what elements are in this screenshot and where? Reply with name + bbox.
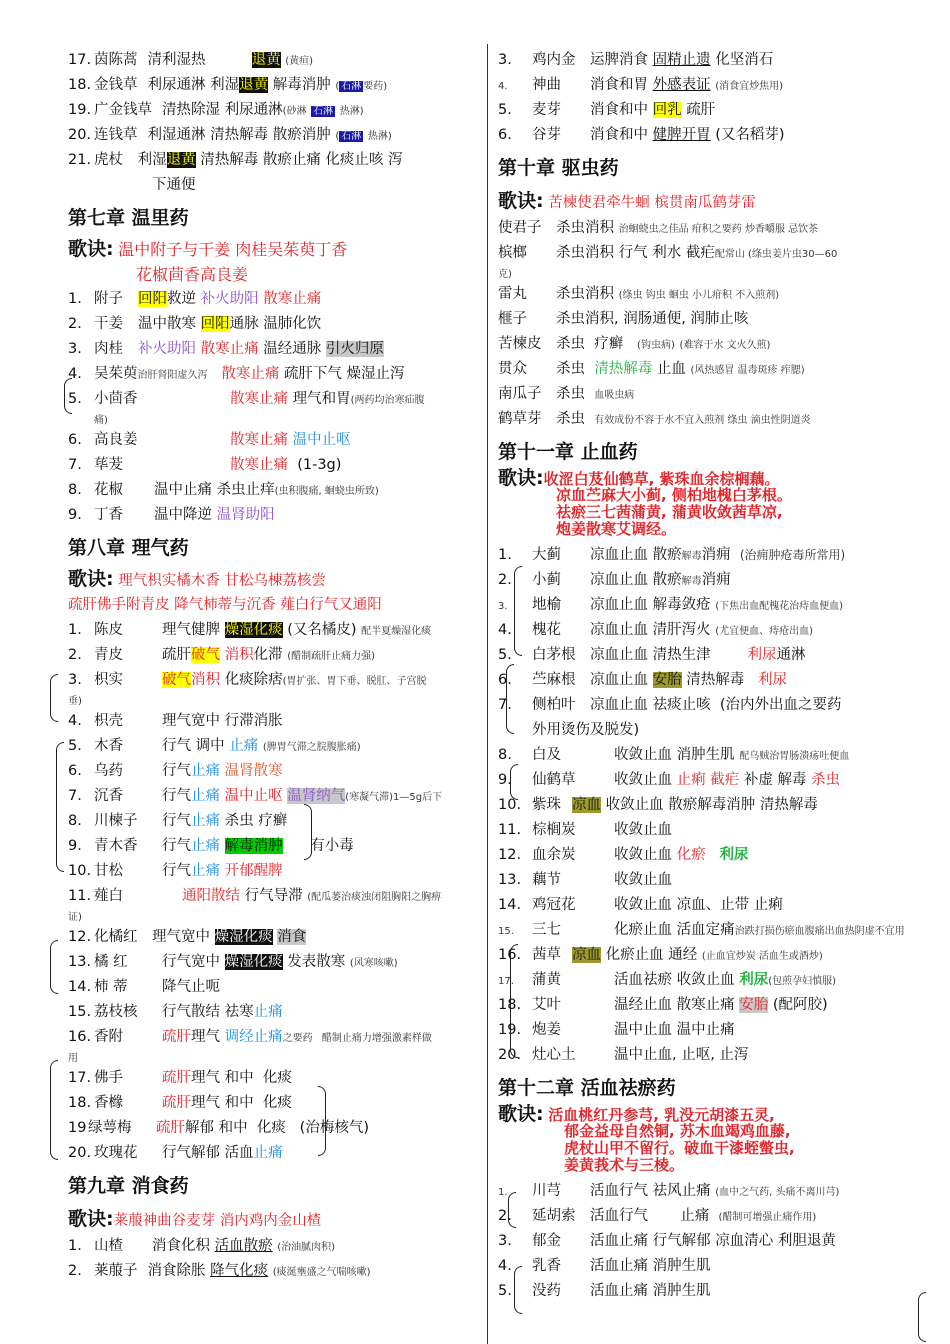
bracket bbox=[510, 944, 518, 1058]
list-item: 3. 郁金 活血止痛 行气解郁 凉血清心 利胆退黄 bbox=[498, 1233, 836, 1249]
chapter-title: 第九章 消食药 bbox=[68, 1175, 189, 1197]
list-item: 16. 香附 疏肝理气 调经止痛之要药 醋制止痛力增强激素样做 bbox=[68, 1029, 432, 1045]
list-item: 13. 橘 红 行气宽中 燥湿化痰 发表散寒 (风寒咳嗽) bbox=[68, 954, 398, 970]
list-item: 14. 柿 蒂 降气止呃 bbox=[68, 979, 220, 995]
bracket bbox=[918, 1292, 926, 1342]
list-item: 9. 丁香 温中降逆 温肾助阳 bbox=[68, 507, 275, 523]
list-item: 8. 川楝子 行气止痛 杀虫 疗癣 bbox=[68, 813, 288, 829]
chapter-title: 第十一章 止血药 bbox=[498, 441, 638, 463]
list-item: 苦楝皮 杀虫 疗癣 (钩虫病) (难容于水 文火久煎) bbox=[498, 336, 771, 352]
left-column bbox=[68, 48, 478, 1284]
chapter-title: 第七章 温里药 bbox=[68, 207, 189, 229]
list-item-cont: 克) bbox=[498, 269, 512, 280]
list-item: 5. 麦芽 消食和中 回乳 疏肝 bbox=[498, 102, 716, 118]
list-item: 4. 神曲 消食和胃 外感表证 (消食宜炒焦用) bbox=[498, 77, 784, 93]
song: 歌诀: 理气枳实橘木香 甘松乌棟荔核尝 bbox=[68, 568, 326, 590]
list-item: 5. 没药 活血止痛 消肿生肌 bbox=[498, 1283, 711, 1299]
list-item: 7. 侧柏叶 凉血止血 祛痰止咳 (治内外出血之要药 bbox=[498, 697, 842, 713]
bracket bbox=[514, 566, 522, 656]
list-item: 8. 花椒 温中止痛 杀虫止痒(虫积腹痛, 蛔蛲虫所致) bbox=[68, 482, 379, 498]
list-item: 4. 乳香 活血止痛 消肿生肌 bbox=[498, 1258, 711, 1274]
list-item: 6. 苎麻根 凉血止血 安胎 清热解毒 利尿 bbox=[498, 672, 788, 688]
song: 疏肝佛手附青皮 降气柿蒂与沉香 薤白行气又通阳 bbox=[68, 597, 382, 613]
list-item: 21. 虎杖 利湿退黄 清热解毒 散瘀止痛 化痰止咳 泻 bbox=[68, 152, 403, 168]
list-item: 3. 地榆 凉血止血 解毒敛疮 (下焦出血配槐花治痔血便血) bbox=[498, 597, 844, 613]
bracket bbox=[318, 1086, 326, 1156]
list-item: 1. 山楂 消食化积 活血散瘀 (治油腻肉积) bbox=[68, 1238, 336, 1254]
list-item-cont: 证) bbox=[68, 912, 82, 923]
meihe-note: (治梅核气) bbox=[299, 1120, 369, 1136]
song: 姜黄莪术与三棱。 bbox=[564, 1157, 685, 1174]
list-item: 19 绿萼梅 疏肝解郁 和中 化痰 (治梅核气) bbox=[68, 1120, 369, 1136]
list-item: 10. 甘松 行气止痛 开郁醒脾 bbox=[68, 863, 283, 879]
list-item: 11. 薤白 通阳散结 行气导滞 (配瓜蒌治痰浊闭阻胸阳之胸痹 bbox=[68, 888, 442, 904]
list-item: 5. 木香 行气 调中 止痛 (脾胃气滞之脘腹胀痛) bbox=[68, 738, 361, 754]
list-item-cont: 外用烫伤及脱发) bbox=[532, 722, 640, 738]
list-item-cont: 痛) bbox=[94, 415, 108, 426]
list-item: 贯众 杀虫 清热解毒 止血 (风热感冒 温毒斑疹 痄腮) bbox=[498, 361, 805, 377]
bracket bbox=[506, 664, 514, 734]
list-item: 5. 白茅根 凉血止血 清热生津 利尿通淋 bbox=[498, 647, 806, 663]
toxic-note: 有小毒 bbox=[310, 838, 354, 854]
bracket bbox=[508, 1192, 516, 1228]
list-item: 12. 血余炭 收敛止血 化瘀 利尿 bbox=[498, 847, 749, 863]
bracket bbox=[50, 1060, 58, 1160]
list-item: 2. 干姜 温中散寒 回阳通脉 温肺化饮 bbox=[68, 316, 322, 332]
list-item: 1. 大蓟 凉血止血 散瘀解毒消痈 (治痈肿疮毒所常用) bbox=[498, 547, 846, 563]
list-item: 南瓜子 杀虫 血吸虫病 bbox=[498, 386, 635, 402]
list-item: 7. 荜茇 散寒止痛 (1-3g) bbox=[68, 457, 342, 473]
list-item: 6. 乌药 行气止痛 温肾散寒 bbox=[68, 763, 283, 779]
song: 歌诀:莱菔神曲谷麦芽 消内鸡内金山楂 bbox=[68, 1208, 322, 1230]
list-item-cont: 垂) bbox=[68, 696, 82, 707]
list-item: 2. 莱菔子 消食除胀 降气化痰 (痰涎壅盛之气喘咳嗽) bbox=[68, 1263, 371, 1279]
list-item: 17. 蒲黄 活血祛瘀 收敛止血 利尿(包煎孕妇慎服) bbox=[498, 972, 837, 988]
chapter-title: 第十章 驱虫药 bbox=[498, 157, 619, 179]
list-item: 19. 广金钱草 清热除湿 利尿通淋(砂淋 石淋 热淋) bbox=[68, 102, 364, 118]
list-item: 20. 灶心土 温中止血, 止呕, 止泻 bbox=[498, 1047, 749, 1063]
bracket bbox=[514, 1266, 522, 1314]
song: 歌诀: 苦楝使君牵牛蛔 槟贯南瓜鹤芽雷 bbox=[498, 190, 756, 212]
list-item: 鹤草芽 杀虫 有效成份不容于水不宜入煎剂 绦虫 滴虫性阴道炎 bbox=[498, 411, 811, 427]
list-item: 槟榔 杀虫消积 行气 利水 截疟配常山 (绦虫姜片虫30—60 bbox=[498, 245, 838, 261]
list-item: 15. 荔枝核 行气散结 祛寒止痛 bbox=[68, 1004, 283, 1020]
list-item: 20. 玫瑰花 行气解郁 活血止痛 bbox=[68, 1145, 283, 1161]
chapter-title: 第八章 理气药 bbox=[68, 537, 189, 559]
list-item: 18. 香橼 疏肝理气 和中 化痰 bbox=[68, 1095, 292, 1111]
list-item: 1. 陈皮 理气健脾 燥湿化痰 (又名橘皮) 配半夏燥湿化痰 bbox=[68, 622, 432, 638]
list-item: 8. 白及 收敛止血 消肿生肌 配乌贼治胃肠溃疡吐便血 bbox=[498, 747, 850, 763]
song: 凉血苎麻大小蓟, 侧柏地槐白茅根。 bbox=[556, 487, 792, 504]
song: 歌诀: 温中附子与干姜 肉桂吴茱萸丁香 bbox=[68, 238, 348, 260]
list-item: 11. 棕榈炭 收敛止血 bbox=[498, 822, 672, 838]
song: 郁金益母自然铜, 苏木血竭鸡血藤, bbox=[564, 1123, 791, 1140]
bracket bbox=[510, 764, 518, 800]
column-divider bbox=[487, 44, 488, 1344]
list-item: 17. 佛手 疏肝理气 和中 化痰 bbox=[68, 1070, 292, 1086]
list-item: 6. 高良姜 散寒止痛 温中止呕 bbox=[68, 432, 351, 448]
bracket bbox=[64, 378, 72, 414]
list-item: 3. 鸡内金 运脾消食 固精止遗 化坚消石 bbox=[498, 52, 774, 68]
list-item: 7. 沉香 行气止痛 温中止呕 温肾纳气(寒凝气滞)1—5g后下 bbox=[68, 788, 443, 804]
list-item: 使君子 杀虫消积 治蛔蛲虫之佳品 疳积之要药 炒香嚼服 忌饮茶 bbox=[498, 220, 819, 236]
song: 炮姜散寒艾调经。 bbox=[556, 521, 677, 538]
list-item-cont: 用 bbox=[68, 1053, 78, 1064]
list-item: 1. 附子 回阳救逆 补火助阳 散寒止痛 bbox=[68, 291, 322, 307]
song: 歌诀:收涩白芨仙鹤草, 紫珠血余棕榈藕。 bbox=[498, 467, 780, 489]
list-item: 18. 金钱草 利尿通淋 利湿退黄 解毒消肿 ( 石淋 要药) bbox=[68, 77, 388, 93]
list-item: 榧子 杀虫消积, 润肠通便, 润肺止咳 bbox=[498, 311, 749, 327]
list-item: 17. 茵陈蒿 清利湿热 退黄 (黄疸) bbox=[68, 52, 314, 68]
list-item: 20. 连钱草 利湿通淋 清热解毒 散瘀消肿 ( 石淋 热淋) bbox=[68, 127, 392, 143]
list-item: 9. 青木香 行气止痛 解毒消肿 有小毒 bbox=[68, 838, 354, 854]
list-item: 2. 延胡索 活血行气 止痛 (醋制可增强止痛作用) bbox=[498, 1208, 817, 1224]
bracket bbox=[56, 742, 64, 872]
list-item: 雷丸 杀虫消积 (绦虫 钩虫 蛔虫 小儿疳积 不入煎剂) bbox=[498, 286, 780, 302]
list-item: 4. 枳壳 理气宽中 行滞消胀 bbox=[68, 713, 283, 729]
list-item: 6. 谷芽 消食和中 健脾开胃 (又名稻芽) bbox=[498, 127, 785, 143]
list-item: 18. 艾叶 温经止血 散寒止痛 安胎 (配阿胶) bbox=[498, 997, 828, 1013]
list-item: 16. 茜草 凉血 化瘀止血 通经 (止血宜炒炭 活血生或酒炒) bbox=[498, 947, 823, 963]
list-item: 2. 小蓟 凉血止血 散瘀解毒消痈 bbox=[498, 572, 731, 588]
bracket bbox=[304, 804, 312, 860]
list-item-cont: 下通便 bbox=[152, 177, 196, 193]
list-item: 4. 吴茱萸治肝肾阳虚久泻 散寒止痛 疏肝下气 燥湿止泻 bbox=[68, 366, 405, 382]
bracket bbox=[50, 674, 58, 722]
list-item: 9. 仙鹤草 收敛止血 止痢 截疟 补虚 解毒 杀虫 bbox=[498, 772, 841, 788]
list-item: 5. 小茴香 散寒止痛 理气和胃(两药均治寒疝腹 bbox=[68, 391, 425, 407]
bracket bbox=[50, 940, 58, 994]
list-item: 4. 槐花 凉血止血 清肝泻火 (尤宜便血、痔疮出血) bbox=[498, 622, 814, 638]
list-item: 12. 化橘红 理气宽中 燥湿化痰 消食 bbox=[68, 929, 307, 945]
list-item: 1. 川芎 活血行气 祛风止痛 (血中之气药, 头痛不离川芎) bbox=[498, 1183, 840, 1199]
list-item: 3. 枳实 破气消积 化痰除痞(胃扩张、胃下垂、脱肛、子宫脱 bbox=[68, 672, 427, 688]
list-item: 15. 三七 化瘀止血 活血定痛治跌打损伤瘀血腹痛出血热阴虚不宜用 bbox=[498, 922, 905, 938]
list-item: 10. 紫珠 凉血 收敛止血 散瘀解毒消肿 清热解毒 bbox=[498, 797, 818, 813]
song: 花椒茴香高良姜 bbox=[136, 265, 249, 284]
list-item: 14. 鸡冠花 收敛止血 凉血、止带 止痢 bbox=[498, 897, 783, 913]
list-item: 13. 藕节 收敛止血 bbox=[498, 872, 672, 888]
right-column bbox=[498, 48, 918, 1304]
list-item: 2. 青皮 疏肝破气 消积化滞 (醋制疏肝止痛力强) bbox=[68, 647, 376, 663]
chapter-title: 第十二章 活血祛瘀药 bbox=[498, 1077, 676, 1099]
song: 虎杖山甲不留行。破血干漆蛭螫虫, bbox=[564, 1140, 795, 1157]
list-item: 19. 炮姜 温中止血 温中止痛 bbox=[498, 1022, 735, 1038]
song: 祛瘀三七茜蒲黄, 蒲黄收敛茜草凉, bbox=[556, 504, 783, 521]
song: 歌诀: 活血桃红丹参芎, 乳没元胡漆五灵, bbox=[498, 1103, 775, 1125]
list-item: 3. 肉桂 补火助阳 散寒止痛 温经通脉 引火归原 bbox=[68, 341, 384, 357]
